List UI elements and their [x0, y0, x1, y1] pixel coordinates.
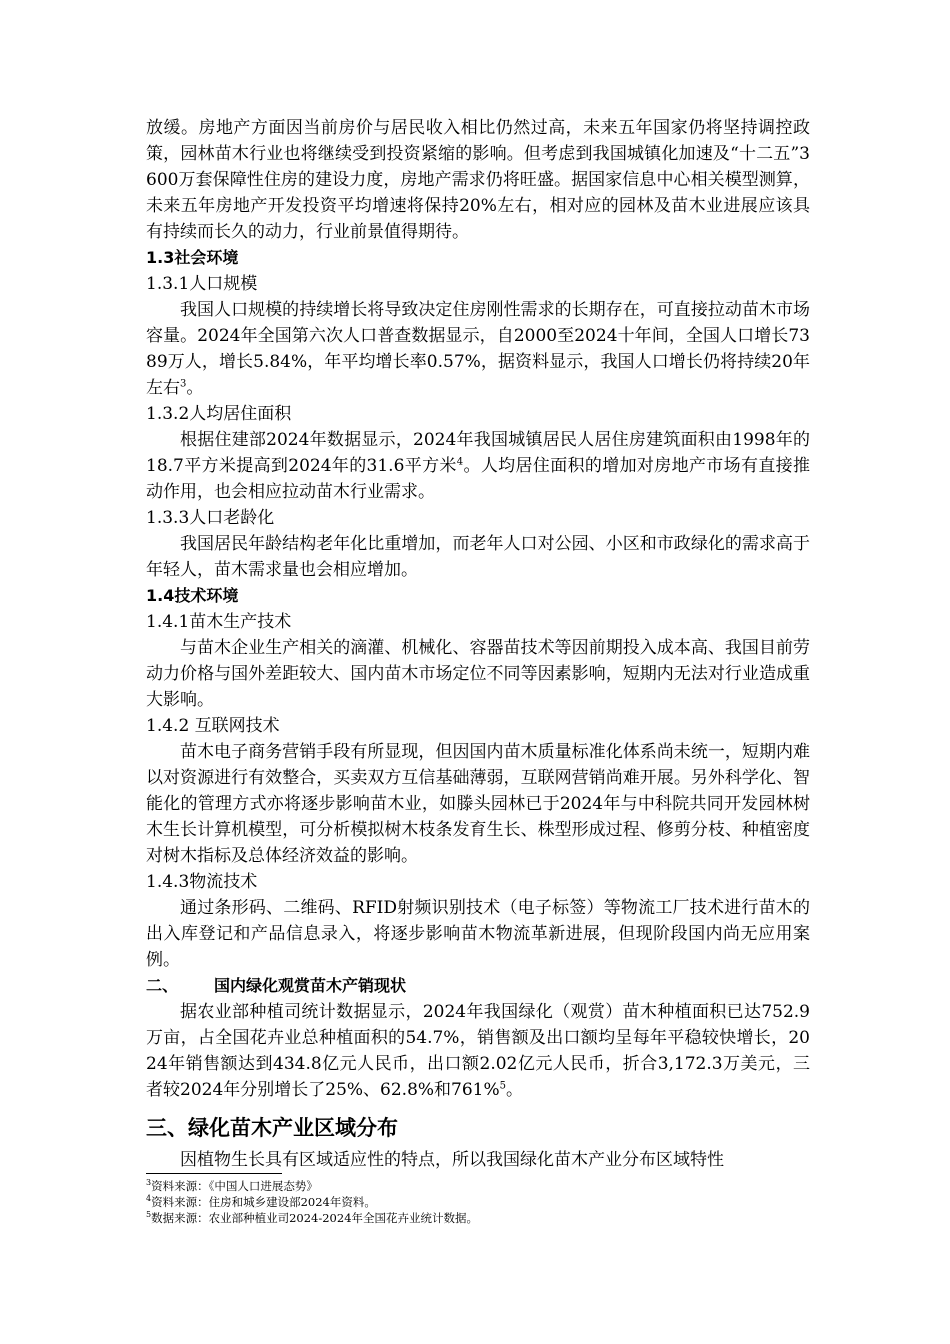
- paragraph-text: 我国人口规模的持续增长将导致决定住房刚性需求的长期存在，可直接拉动苗木市场容量。2024年全国第六次人口普查数据显示，自2000至2024十年间，全国人口增长7389万人，增长5.84%，年平均增长率0.57%，据资料显示，我国人口增长仍将持续20年左右: [146, 300, 810, 398]
- heading-living-area: 1.3.2人均居住面积: [146, 404, 292, 424]
- footnote-text: 资料来源：《中国人口进展态势》: [151, 1179, 318, 1193]
- paragraph-text: 根据住建部2024年数据显示，2024年我国城镇居民人居住房建筑面积由1998年的18.7平方米提高到2024年的31.6平方米: [146, 430, 810, 476]
- heading-domestic-sales: [146, 973, 810, 999]
- heading-logistics-tech: 1.4.3物流技术: [146, 872, 258, 892]
- footnote-ref: 4: [456, 456, 464, 468]
- footnote-5: [146, 1210, 810, 1226]
- heading-aging: 1.3.3人口老龄化: [146, 508, 275, 528]
- footnote-mark: 5: [146, 1210, 152, 1220]
- footnote-text: 资料来源：住房和城乡建设部2024年资料。: [151, 1195, 376, 1209]
- footnote-text: 数据来源：农业部种植业司2024-2024年全国花卉业统计数据。: [151, 1211, 479, 1225]
- paragraph-population-scale: [146, 297, 810, 401]
- heading-internet-tech: 1.4.2 互联网技术: [146, 716, 280, 736]
- paragraph-text: 。人均居住面积的增加对房地产市场有直接推动作用，也会相应拉动苗木行业需求。: [146, 456, 811, 502]
- footnote-separator: [146, 1173, 282, 1174]
- paragraph-production-tech: 与苗木企业生产相关的滴灌、机械化、容器苗技术等因前期投入成本高、我国目前劳动力价格与国外差距较大、国内苗木市场定位不同等因素影响，短期内无法对行业造成重大影响。: [146, 638, 810, 710]
- paragraph-text: 据农业部种植司统计数据显示，2024年我国绿化（观赏）苗木种植面积已达752.9万亩，占全国花卉业总种植面积的54.7%，销售额及出口额均呈每年平稳较快增长，2024年销售额达到434.8亿元人民币，出口额2.02亿元人民币，折合3,172.3万美元，三者较2024年分别增长了25%、62.8%和761%: [146, 1002, 810, 1100]
- paragraph-regional-distribution: 因植物生长具有区域适应性的特点，所以我国绿化苗木产业分布区域特性: [180, 1150, 724, 1170]
- paragraph-text: 。: [186, 378, 204, 398]
- heading-regional-distribution: 三、绿化苗木产业区域分布: [146, 1116, 398, 1140]
- heading-population-scale: 1.3.1人口规模: [146, 274, 258, 294]
- footnote-ref: 5: [499, 1080, 507, 1092]
- footnote-ref: 3: [180, 378, 187, 390]
- heading-number: 二、: [146, 976, 179, 995]
- footnote-4: [146, 1194, 810, 1210]
- paragraph-living-area: [146, 427, 810, 505]
- footnote-mark: 4: [146, 1194, 152, 1204]
- paragraph-domestic-sales: [146, 999, 810, 1103]
- paragraph-intro: 放缓。房地产方面因当前房价与居民收入相比仍然过高，未来五年国家仍将坚持调控政策，园林苗木行业也将继续受到投资紧缩的影响。但考虑到我国城镇化加速及“十二五”3600万套保障性住房的建设力度，房地产需求仍将旺盛。据国家信息中心相关模型测算，未来五年房地产开发投资平均增速将保持20%左右，相对应的园林及苗木业进展应该具有持续而长久的动力，行业前景值得期待。: [146, 118, 810, 242]
- heading-production-tech: 1.4.1苗木生产技术: [146, 612, 292, 632]
- heading-social-environment: 1.3社会环境: [146, 248, 239, 267]
- paragraph-internet-tech: 苗木电子商务营销手段有所显现，但因国内苗木质量标准化体系尚未统一，短期内难以对资源进行有效整合，买卖双方互信基础薄弱，互联网营销尚难开展。另外科学化、智能化的管理方式亦将逐步影响苗木业，如滕头园林已于2024年与中科院共同开发园林树木生长计算机模型，可分析模拟树木枝条发育生长、株型形成过程、修剪分枝、种植密度对树木指标及总体经济效益的影响。: [146, 742, 810, 866]
- footnote-mark: 3: [146, 1178, 152, 1188]
- footnotes: [146, 1178, 810, 1226]
- document-body: [146, 115, 810, 1173]
- paragraph-text: 。: [506, 1080, 524, 1100]
- heading-title: 国内绿化观赏苗木产销现状: [214, 976, 407, 995]
- paragraph-aging: 我国居民年龄结构老年化比重增加，而老年人口对公园、小区和市政绿化的需求高于年轻人，苗木需求量也会相应增加。: [146, 534, 810, 580]
- footnote-3: [146, 1178, 810, 1194]
- heading-tech-environment: 1.4技术环境: [146, 586, 239, 605]
- paragraph-logistics-tech: 通过条形码、二维码、RFID射频识别技术（电子标签）等物流工厂技术进行苗木的出入库登记和产品信息录入，将逐步影响苗木物流革新进展，但现阶段国内尚无应用案例。: [146, 898, 810, 970]
